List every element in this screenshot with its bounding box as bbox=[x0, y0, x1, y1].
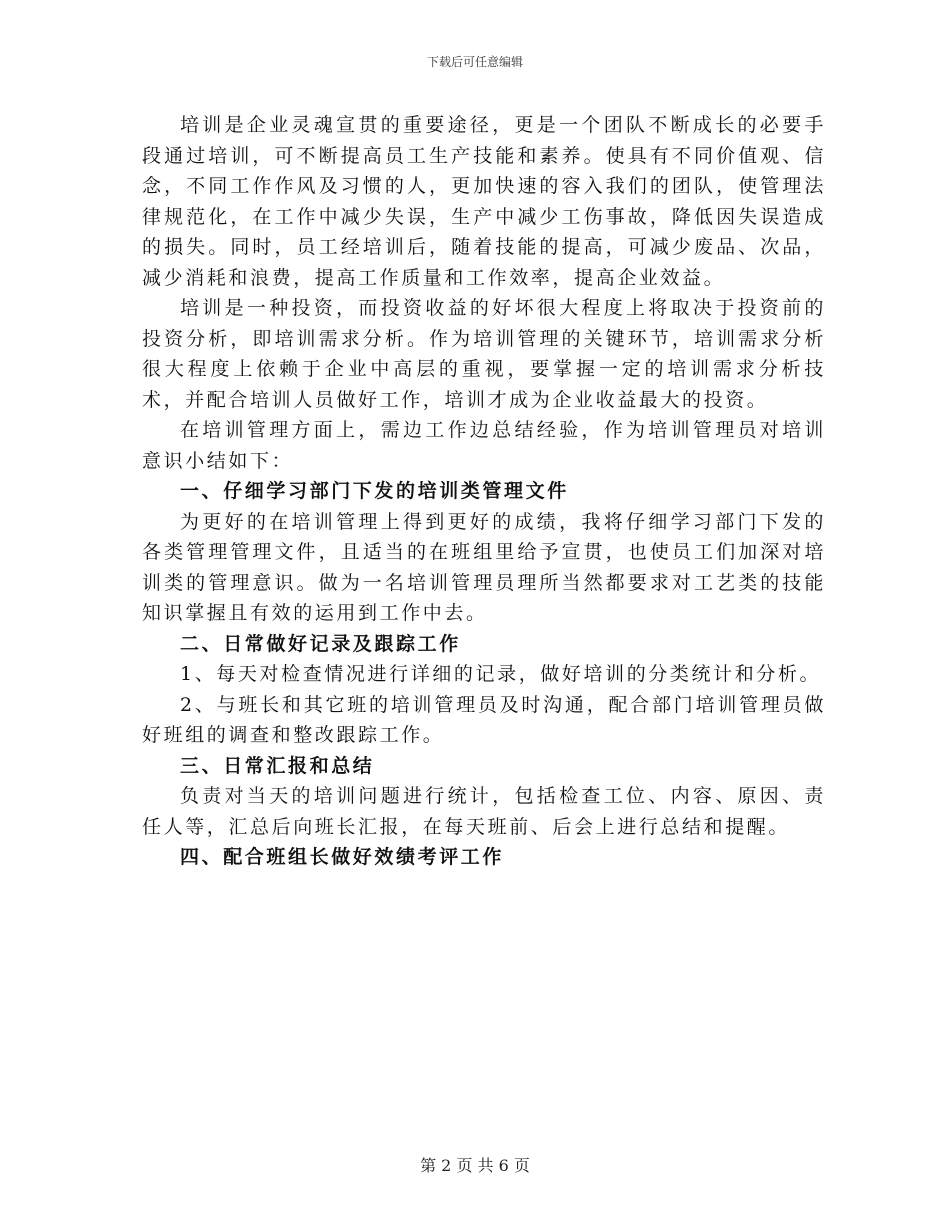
section-heading: 四、配合班组长做好效绩考评工作 bbox=[180, 846, 505, 868]
section-heading: 三、日常汇报和总结 bbox=[180, 754, 375, 777]
section-paragraph: 负责对当天的培训问题进行统计，包括检查工位、内容、原因、责任人等，汇总后向班长汇报，在每天班前、后会上进行总结和提醒。 bbox=[142, 785, 826, 838]
body-paragraph: 培训是一种投资，而投资收益的好坏很大程度上将取决于投资前的投资分析，即培训需求分析。作为培训管理的关键环节，培训需求分析很大程度上依赖于企业中高层的重视，要掌握一定的培训需求分析技术，并配合培训人员做好工作，培训才成为企业收益最大的投资。 bbox=[142, 297, 826, 411]
section-heading: 一、仔细学习部门下发的培训类管理文件 bbox=[180, 480, 569, 502]
section-paragraph: 1、每天对检查情况进行详细的记录，做好培训的分类统计和分析。 bbox=[180, 663, 822, 685]
document-body bbox=[142, 110, 826, 873]
body-paragraph: 在培训管理方面上，需边工作边总结经验，作为培训管理员对培训意识小结如下： bbox=[142, 419, 826, 472]
body-paragraph: 培训是企业灵魂宣贯的重要途径，更是一个团队不断成长的必要手段通过培训，可不断提高员工生产技能和素养。使具有不同价值观、信念，不同工作作风及习惯的人，更加快速的容入我们的团队，使管理法律规范化，在工作中减少失误，生产中减少工伤事故，降低因失误造成的损失。同时，员工经培训后，随着技能的提高，可减少废品、次品，减少消耗和浪费，提高工作质量和工作效率，提高企业效益。 bbox=[142, 114, 826, 289]
section-heading: 二、日常做好记录及跟踪工作 bbox=[180, 632, 461, 655]
page-header-note: 下载后可任意编辑 bbox=[426, 55, 523, 69]
section-paragraph: 2、与班长和其它班的培训管理员及时沟通，配合部门培训管理员做好班组的调查和整改跟踪工作。 bbox=[142, 693, 826, 746]
page-number-footer: 第 2 页 共 6 页 bbox=[420, 1156, 530, 1175]
section-paragraph: 为更好的在培训管理上得到更好的成绩，我将仔细学习部门下发的各类管理管理文件，且适当的在班组里给予宣贯，也使员工们加深对培训类的管理意识。做为一名培训管理员理所当然都要求对工艺类的技能知识掌握且有效的运用到工作中去。 bbox=[142, 510, 826, 624]
